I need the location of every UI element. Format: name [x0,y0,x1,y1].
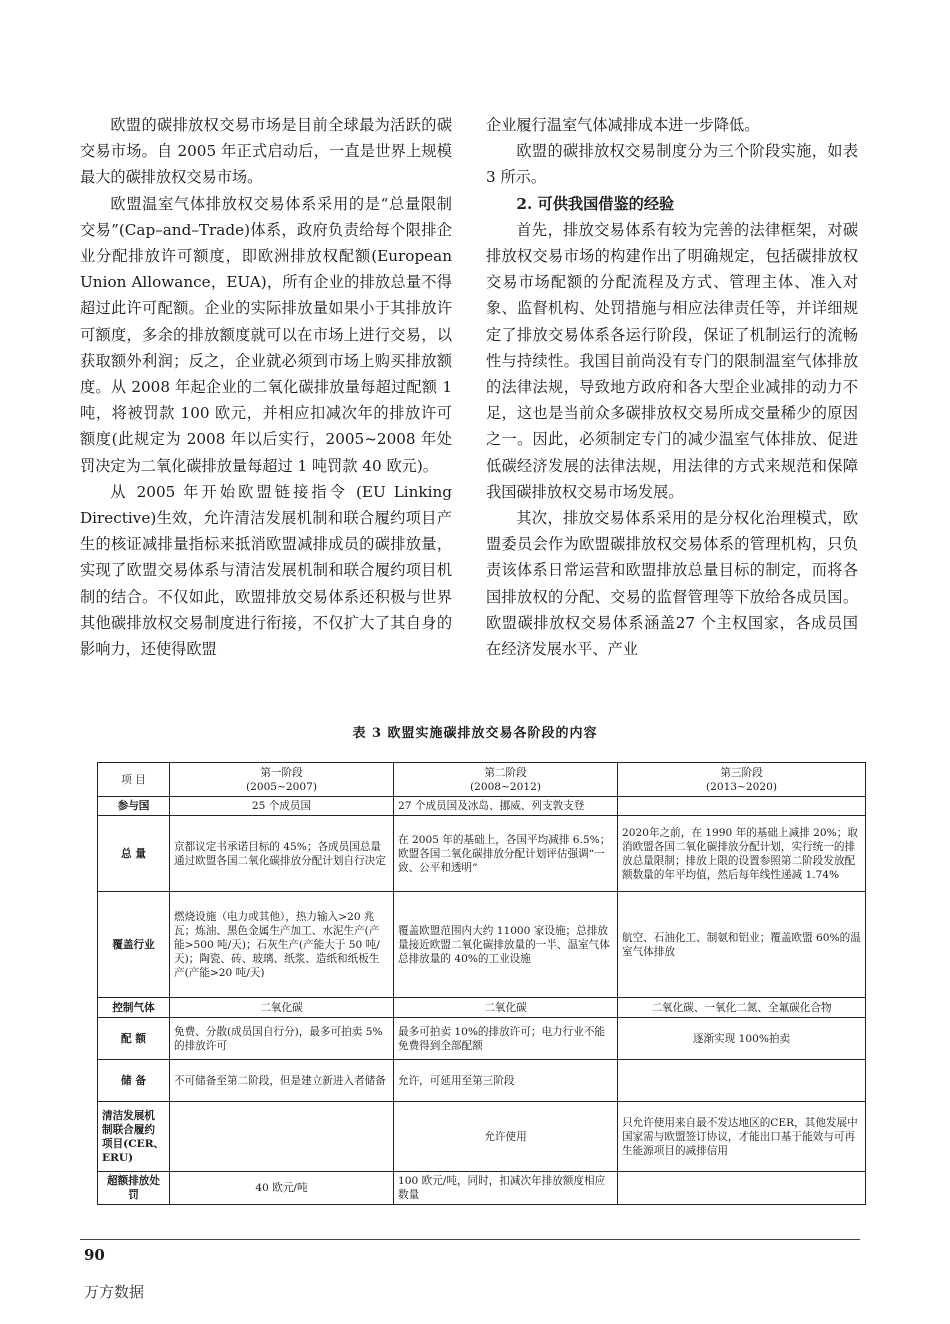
phase3-cell: 2020年之前，在 1990 年的基础上减排 20%；取消欧盟各国二氧化碳排放分配计划，实行统一的排放总量限制；排放上限的设置参照第二阶段发放配额数量的年平均值，然后每年线性递减 1.74% [618,816,866,892]
eu-ets-phases-table [97,762,866,1205]
header-cell-phase3 [618,763,866,797]
page-number: 90 [84,1246,105,1264]
table-row [98,797,866,816]
phase2-cell: 覆盖欧盟范围内大约 11000 家设施；总排放量接近欧盟二氧化碳排放量的一半、温室气体总排放量的 40%的工业设施 [394,892,618,998]
row-label: 控制气体 [98,998,170,1018]
phase2-cell: 最多可拍卖 10%的排放许可；电力行业不能免费得到全部配额 [394,1018,618,1060]
phase3-cell [618,797,866,816]
row-label: 配 额 [98,1018,170,1060]
phase1-cell [170,1102,394,1172]
phase2-cell: 在 2005 年的基础上，各国平均减排 6.5%；欧盟各国二氧化碳排放分配计划评估强调“一致、公平和透明” [394,816,618,892]
phase1-name: 第一阶段 [260,766,303,779]
paragraph: 从 2005 年开始欧盟链接指令 (EU Linking Directive)生效，允许清洁发展机制和联合履约项目产生的核证减排量指标来抵消欧盟减排成员的碳排放量，实现了欧盟交易体系与清洁发展机制和联合履约项目机制的结合。不仅如此，欧盟排放交易体系还积极与世界其他碳排放权交易制度进行衔接，不仅扩大了其自身的影响力，还使得欧盟 [80,482,452,659]
footer-divider [80,1239,860,1240]
table-row [98,892,866,998]
phase3-cell: 只允许使用来自最不发达地区的CER，其他发展中国家需与欧盟签订协议，才能出口基于能效与可再生能源项目的减排信用 [618,1102,866,1172]
phase1-cell: 二氧化碳 [170,998,394,1018]
phase1-cell: 40 欧元/吨 [170,1172,394,1205]
phase2-cell: 允许，可延用至第三阶段 [394,1060,618,1102]
phase3-name: 第三阶段 [720,766,763,779]
source-watermark: 万方数据 [84,1283,145,1301]
phase2-cell: 二氧化碳 [394,998,618,1018]
phase2-name: 第二阶段 [484,766,527,779]
phase3-cell [618,1060,866,1102]
row-label: 总 量 [98,816,170,892]
paragraph: 欧盟温室气体排放权交易体系采用的是“总量限制交易”(Cap–and–Trade)体系，政府负责给每个限排企业分配排放许可额度，即欧洲排放权配额(European Union Allowance，EUA)，所有企业的排放总量不得超过此许可配额。企业的实际排放量如果小于其排放许可额度，多余的排放额度就可以在市场上进行交易，以获取额外利润；反之，企业就必须到市场上购买排放额度。从 2008 年起企业的二氧化碳排放量每超过配额 1 吨，将被罚款 100 欧元，并相应扣减次年的排放许可额度(此规定为 2008 年以后实行，2005~2008 年处罚决定为二氧化碳排放量每超过 1 吨罚款 40 欧元)。 [80,194,452,475]
row-label: 清洁发展机制联合履约项目(CER、ERU) [98,1102,170,1172]
header-cell-item [98,763,170,797]
phase3-cell: 逐渐实现 100%拍卖 [618,1018,866,1060]
paragraph: 欧盟的碳排放权交易制度分为三个阶段实施，如表 3 所示。 [486,142,858,187]
table-caption: 表 3 欧盟实施碳排放交易各阶段的内容 [352,726,598,741]
phase1-cell: 不可储备至第二阶段，但是建立新进入者储备 [170,1060,394,1102]
phase2-cell: 27 个成员国及冰岛、挪威、列支敦支登 [394,797,618,816]
phase1-cell: 燃烧设施（电力或其他），热力输入>20 兆瓦；炼油、黑色金属生产加工、水泥生产(产能>500 吨/天)；石灰生产(产能大于 50 吨/天)；陶瓷、砖、玻璃、纸浆、造纸和纸板生产(产能>20 吨/天) [170,892,394,998]
table-row [98,998,866,1018]
table-row [98,1172,866,1205]
phase1-years: (2005~2007) [245,780,318,793]
header-item-label: 项 目 [121,773,146,786]
table-row [98,1018,866,1060]
phase3-years: (2013~2020) [705,780,778,793]
right-text-column [486,112,858,662]
phase1-cell: 免费、分散(成员国自行分)，最多可拍卖 5%的排放许可 [170,1018,394,1060]
table-row [98,816,866,892]
phase2-cell: 允许使用 [394,1102,618,1172]
phase2-cell: 100 欧元/吨，同时，扣减次年排放额度相应数量 [394,1172,618,1205]
phase3-cell: 二氧化碳、一氧化二氮、全氟碳化合物 [618,998,866,1018]
phase3-cell: 航空、石油化工、制氨和铝业；覆盖欧盟 60%的温室气体排放 [618,892,866,998]
paragraph: 其次，排放交易体系采用的是分权化治理模式，欧盟委员会作为欧盟碳排放权交易体系的管理机构，只负责该体系日常运营和欧盟排放总量目标的制定，而将各国排放权的分配、交易的监督管理等下放给各成员国。欧盟碳排放权交易体系涵盖27 个主权国家，各成员国在经济发展水平、产业 [486,509,858,659]
header-cell-phase2 [394,763,618,797]
phase1-cell: 25 个成员国 [170,797,394,816]
row-label: 储 备 [98,1060,170,1102]
paragraph: 欧盟的碳排放权交易市场是目前全球最为活跃的碳交易市场。自 2005 年正式启动后，一直是世界上规模最大的碳排放权交易市场。 [80,116,452,187]
table-row [98,1060,866,1102]
phase2-years: (2008~2012) [469,780,542,793]
row-label: 参与国 [98,797,170,816]
row-label: 覆盖行业 [98,892,170,998]
paragraph: 首先，排放交易体系有较为完善的法律框架，对碳排放权交易市场的构建作出了明确规定，包括碳排放权交易市场配额的分配流程及方式、管理主体、准入对象、监督机构、处罚措施与相应法律责任等，并详细规定了排放交易体系各运行阶段，保证了机制运行的流畅性与持续性。我国目前尚没有专门的限制温室气体排放的法律法规，导致地方政府和各大型企业减排的动力不足，这也是当前众多碳排放权交易所成交量稀少的原因之一。因此，必须制定专门的减少温室气体排放、促进低碳经济发展的法律法规，用法律的方式来规范和保障我国碳排放权交易市场发展。 [486,220,858,501]
left-text-column [80,112,452,662]
table-header-row [98,763,866,797]
header-cell-phase1 [170,763,394,797]
paragraph-continuation: 企业履行温室气体减排成本进一步降低。 [486,116,760,134]
phase3-cell [618,1172,866,1205]
row-label: 超额排放处罚 [98,1172,170,1205]
table-row [98,1102,866,1172]
section-heading: 2. 可供我国借鉴的经验 [516,194,675,213]
phase1-cell: 京都议定书承诺目标的 45%；各成员国总量通过欧盟各国二氧化碳排放分配计划自行决定 [170,816,394,892]
